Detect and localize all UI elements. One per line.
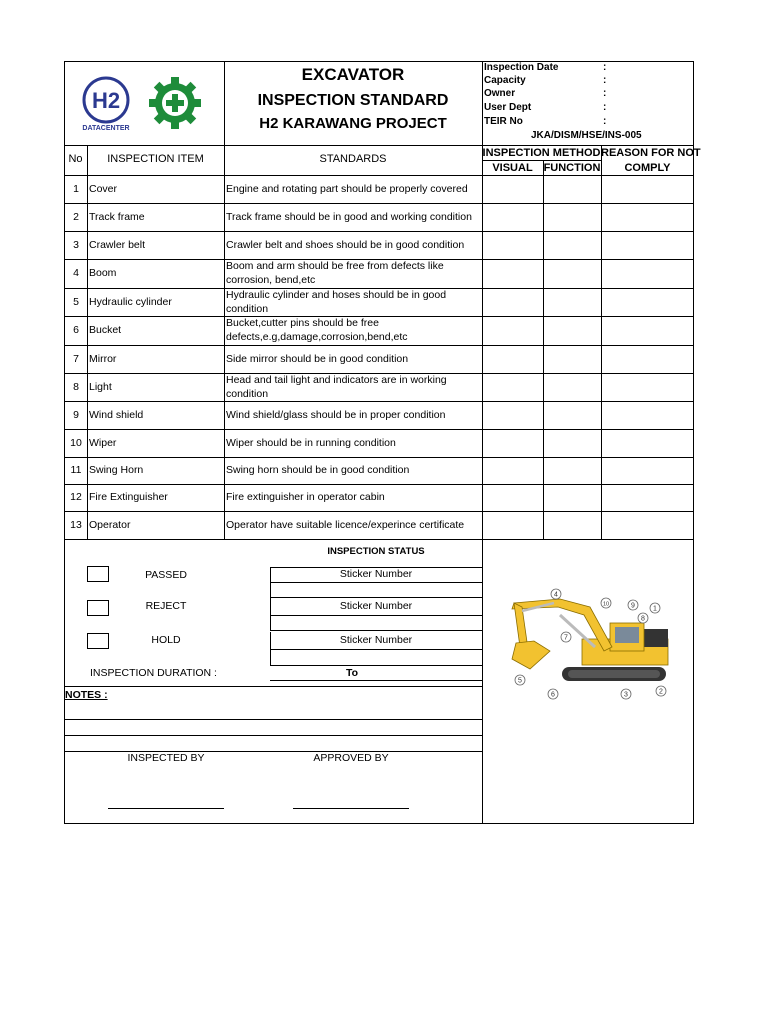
page-subtitle: INSPECTION STANDARD [257, 92, 449, 109]
divider [87, 145, 88, 539]
inspected-by-label: INSPECTED BY [127, 752, 205, 764]
svg-text:7: 7 [564, 634, 568, 642]
inspection-item: Wiper [89, 436, 117, 449]
visual-check-cell[interactable] [483, 260, 542, 287]
document-code: JKA/DISM/HSE/INS-005 [531, 130, 642, 141]
divider [270, 582, 482, 583]
row-number: 8 [73, 380, 79, 393]
function-check-cell[interactable] [544, 204, 600, 230]
info-sep: : [603, 62, 607, 73]
inspection-item: Fire Extinguisher [89, 491, 168, 503]
divider [224, 61, 225, 539]
reason-cell[interactable] [602, 289, 693, 315]
callout-10 [601, 598, 611, 608]
sticker-number-label: Sticker Number [339, 600, 413, 612]
status-heading: INSPECTION STATUS [327, 546, 425, 557]
passed-checkbox[interactable] [87, 566, 109, 582]
approved-by-label: APPROVED BY [313, 752, 389, 764]
inspection-standard: Side mirror should be in good condition [226, 352, 409, 365]
svg-text:3: 3 [624, 691, 628, 699]
row-number: 2 [73, 210, 79, 223]
svg-text:9: 9 [631, 602, 635, 610]
visual-check-cell[interactable] [483, 374, 542, 400]
function-check-cell[interactable] [544, 317, 600, 344]
function-check-cell[interactable] [544, 176, 600, 202]
sticker-number-label: Sticker Number [339, 634, 413, 646]
visual-check-cell[interactable] [483, 458, 542, 483]
svg-text:8: 8 [641, 615, 645, 623]
callout-7 [561, 632, 571, 642]
function-check-cell[interactable] [544, 485, 600, 510]
inspection-item: Mirror [89, 352, 117, 365]
duration-underline [270, 680, 482, 681]
inspection-item: Light [89, 380, 112, 393]
inspection-item: Boom [89, 267, 117, 279]
col-header-method: INSPECTION METHOD [482, 147, 601, 159]
info-sep: : [603, 88, 607, 99]
excavator-illustration [500, 585, 682, 703]
reason-cell[interactable] [602, 260, 693, 287]
hold-checkbox[interactable] [87, 633, 109, 649]
col-header-standards: STANDARDS [319, 153, 387, 165]
divider [64, 686, 482, 687]
row-number: 6 [73, 324, 79, 336]
notes-label: NOTES : [65, 689, 108, 701]
function-check-cell[interactable] [544, 346, 600, 372]
row-number: 13 [70, 518, 82, 531]
reject-checkbox[interactable] [87, 600, 109, 616]
visual-check-cell[interactable] [483, 485, 542, 510]
visual-check-cell[interactable] [483, 204, 542, 230]
inspection-standard: Crawler belt and shoes should be in good condition [226, 238, 465, 251]
svg-text:2: 2 [659, 688, 663, 696]
divider [270, 649, 482, 650]
notes-line [64, 735, 482, 736]
visual-check-cell[interactable] [483, 430, 542, 456]
inspection-standard: Swing horn should be in good condition [226, 464, 410, 476]
passed-label: PASSED [145, 569, 187, 581]
svg-text:5: 5 [518, 677, 522, 685]
sticker-number-label: Sticker Number [339, 568, 413, 580]
inspection-item: Cover [89, 182, 118, 195]
callout-2 [656, 686, 666, 696]
inspection-item: Wind shield [89, 408, 144, 421]
inspection-standard: Bucket,cutter pins should be free defects,e.g,damage,corrosion,bend,etc [226, 317, 408, 343]
reject-label: REJECT [145, 600, 187, 612]
callout-4 [551, 589, 561, 599]
reject-sticker-box [270, 598, 482, 631]
inspection-item: Track frame [89, 210, 145, 223]
function-check-cell[interactable] [544, 402, 600, 428]
info-label-owner: Owner [484, 88, 516, 99]
inspection-duration-label: INSPECTION DURATION : [90, 667, 217, 679]
row-number: 11 [70, 464, 82, 476]
col-header-function: FUNCTION [543, 162, 601, 174]
callout-6 [548, 689, 558, 699]
col-header-item: INSPECTION ITEM [107, 153, 204, 165]
row-number: 7 [73, 352, 79, 365]
inspection-item: Swing Horn [89, 464, 144, 476]
row-number: 5 [73, 295, 79, 308]
divider [64, 145, 694, 146]
info-sep: : [603, 116, 607, 127]
svg-text:4: 4 [554, 591, 558, 599]
inspection-standard: Operator have suitable licence/experince certificate [226, 518, 465, 531]
info-sep: : [603, 75, 607, 86]
reason-cell[interactable] [602, 458, 693, 483]
info-label-user-dept: User Dept [484, 102, 532, 113]
visual-check-cell[interactable] [483, 289, 542, 315]
svg-text:H2: H2 [91, 88, 121, 113]
inspection-standard: Wind shield/glass should be in proper condition [226, 408, 446, 421]
inspection-standard: Fire extinguisher in operator cabin [226, 491, 385, 503]
callout-3 [621, 689, 631, 699]
function-check-cell[interactable] [544, 289, 600, 315]
divider [482, 160, 601, 161]
function-check-cell[interactable] [544, 232, 600, 258]
visual-check-cell[interactable] [483, 512, 542, 538]
inspection-standard: Hydraulic cylinder and hoses should be in good condition [226, 289, 447, 315]
inspection-standard: Wiper should be in running condition [226, 436, 396, 449]
project-name: H2 KARAWANG PROJECT [259, 115, 447, 132]
approved-by-signature-line[interactable] [293, 808, 409, 809]
row-number: 1 [73, 182, 79, 195]
function-check-cell[interactable] [544, 430, 600, 456]
col-header-reason: REASON FOR NOT [601, 147, 701, 159]
h2-datacenter-logo [80, 76, 132, 136]
svg-text:6: 6 [551, 691, 555, 699]
function-check-cell[interactable] [544, 512, 600, 538]
callout-1 [650, 603, 660, 613]
divider [64, 539, 694, 540]
duration-to-label: To [345, 667, 359, 679]
visual-check-cell[interactable] [483, 232, 542, 258]
row-number: 3 [73, 238, 79, 251]
divider [270, 630, 482, 631]
col-header-reason-2: COMPLY [624, 162, 671, 174]
inspection-item: Hydraulic cylinder [89, 295, 172, 308]
inspection-item: Crawler belt [89, 238, 146, 251]
reason-cell[interactable] [602, 232, 693, 258]
function-check-cell[interactable] [544, 458, 600, 483]
row-number: 10 [70, 436, 82, 449]
row-number: 4 [73, 267, 79, 279]
col-header-visual: VISUAL [492, 162, 533, 174]
reason-cell[interactable] [602, 485, 693, 510]
reason-cell[interactable] [602, 204, 693, 230]
hold-sticker-box [270, 632, 482, 666]
excavator-diagram [500, 585, 682, 703]
safety-gear-icon [148, 76, 202, 130]
reason-cell[interactable] [602, 374, 693, 400]
inspection-standard: Engine and rotating part should be properly covered [226, 182, 468, 195]
page-title: EXCAVATOR [301, 65, 405, 84]
callout-9 [628, 600, 638, 610]
notes-line [64, 719, 482, 720]
divider [270, 665, 482, 666]
info-label-teir-no: TEIR No [484, 116, 523, 127]
visual-check-cell[interactable] [483, 402, 542, 428]
info-label-capacity: Capacity [484, 75, 526, 86]
row-number: 9 [73, 408, 79, 421]
reason-cell[interactable] [602, 402, 693, 428]
callout-8 [638, 613, 648, 623]
reason-cell[interactable] [602, 176, 693, 202]
row-number: 12 [70, 491, 82, 503]
reason-cell[interactable] [602, 430, 693, 456]
reason-cell[interactable] [602, 512, 693, 538]
logo-caption: DATACENTER [82, 125, 130, 132]
inspected-by-signature-line[interactable] [108, 808, 224, 809]
svg-text:1: 1 [653, 605, 657, 613]
inspection-standard: Track frame should be in good and working condition [226, 210, 472, 223]
function-check-cell[interactable] [544, 374, 600, 400]
info-label-inspection-date: Inspection Date [484, 62, 559, 73]
svg-text:10: 10 [602, 601, 610, 608]
visual-check-cell[interactable] [483, 317, 542, 344]
info-sep: : [603, 102, 607, 113]
inspection-standard: Boom and arm should be free from defects like corrosion, bend,etc [226, 260, 444, 286]
inspection-item: Operator [89, 518, 131, 531]
inspection-item: Bucket [89, 324, 122, 336]
function-check-cell[interactable] [544, 260, 600, 287]
inspection-standard: Head and tail light and indicators are in working condition [226, 374, 447, 400]
callout-5 [515, 675, 525, 685]
divider [270, 615, 482, 616]
visual-check-cell[interactable] [483, 176, 542, 202]
passed-sticker-box [270, 567, 482, 598]
reason-cell[interactable] [602, 317, 693, 344]
reason-cell[interactable] [602, 346, 693, 372]
visual-check-cell[interactable] [483, 346, 542, 372]
col-header-no: No [68, 153, 83, 165]
hold-label: HOLD [151, 634, 181, 646]
